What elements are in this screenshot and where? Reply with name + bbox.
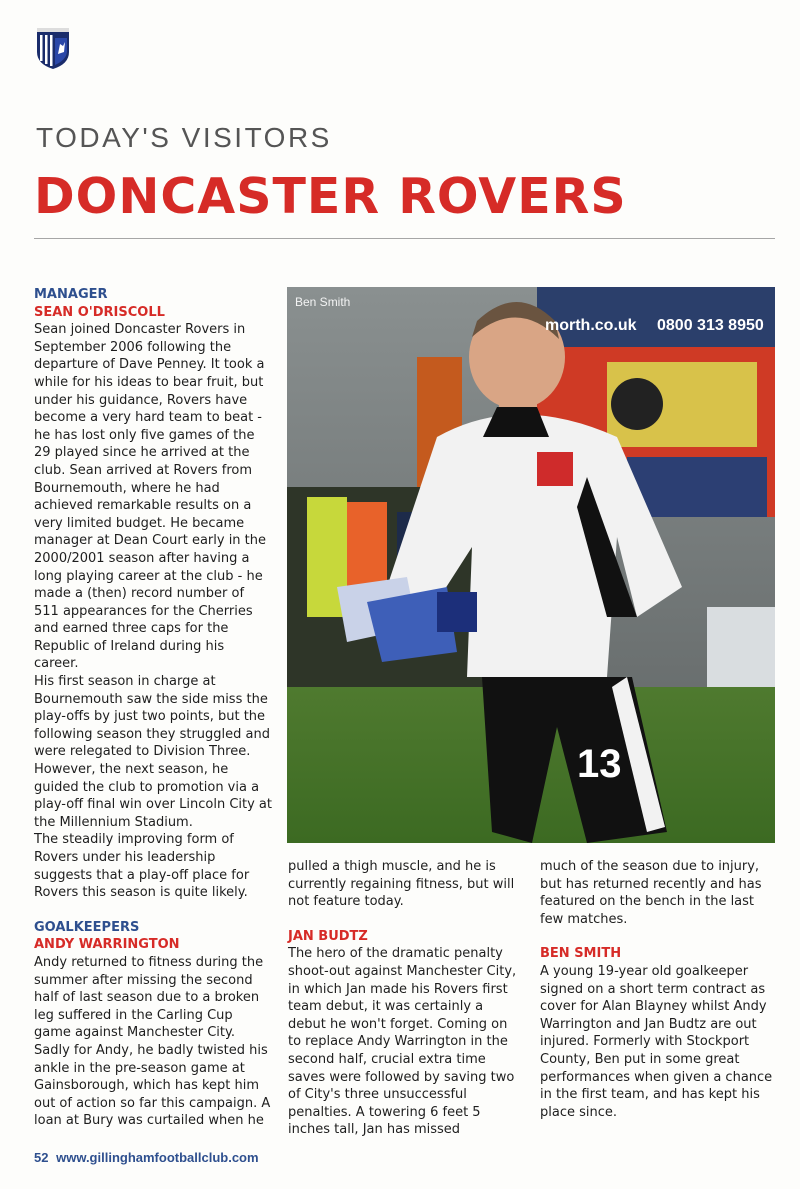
player-name-budtz: JAN BUDTZ <box>288 928 368 944</box>
club-crest-icon <box>36 28 70 70</box>
manager-paragraph-1: Sean joined Doncaster Rovers in September 2006 following the departure of Dave Penney. It took a while for his ideas to bear fruit, but under his guidance, Rovers have become a very hard team to beat - he has lost only five games of the 29 played since he arrived at the club. Sean arrived at Rovers from Bournemouth, where he had achieved remarkable results on a very limited budget. He became manager at Dean Court early in the 2000/2001 season after having a long playing career at the club - he made a (then) record number of 511 appearances for the Cherries and earned three caps for the Republic of Ireland during his career. <box>34 322 267 672</box>
website-link[interactable]: www.gillinghamfootballclub.com <box>56 1150 259 1165</box>
warrington-paragraph-2: pulled a thigh muscle, and he is currently regaining fitness, but will not feature today. <box>288 859 515 910</box>
manager-name: SEAN O'DRISCOLL <box>34 304 165 320</box>
page-title: DONCASTER ROVERS <box>34 168 627 225</box>
section-heading-manager: MANAGER <box>34 287 108 302</box>
manager-paragraph-3: The steadily improving form of Rovers under his leadership suggests that a play-off place for Rovers this season is quite likely. <box>34 832 250 901</box>
article-column-2 <box>288 858 524 1139</box>
ad-board-text-2: 0800 313 8950 <box>657 317 764 334</box>
photo-credit: Ben Smith <box>295 295 351 309</box>
page-number: 52 <box>34 1150 49 1165</box>
shirt-number: 13 <box>577 742 622 786</box>
player-name-smith: BEN SMITH <box>540 946 622 962</box>
ad-board-text-1: morth.co.uk <box>545 317 637 334</box>
page-kicker: TODAY'S VISITORS <box>36 122 332 153</box>
article-column-1 <box>34 286 272 1130</box>
page-footer <box>34 1150 259 1165</box>
warrington-paragraph-1: Andy returned to fitness during the summer after missing the second half of last season due to a broken leg suffered in the Carling Cup game against Manchester City. Sadly for Andy, he badly twisted his ankle in the pre-season game at Gainsborough, which has kept him out of action so far this campaign. A loan at Bury was curtailed when he <box>34 954 271 1129</box>
player-name-warrington: ANDY WARRINGTON <box>34 937 180 953</box>
goalkeeper-photo <box>287 287 775 843</box>
article-column-3 <box>540 858 776 1121</box>
section-heading-goalkeepers: GOALKEEPERS <box>34 919 140 935</box>
budtz-paragraph-1: The hero of the dramatic penalty shoot-out against Manchester City, in which Jan made his Rovers first team debut, it was certainly a debut he won't forget. Coming on to replace Andy Warrington in the second half, crucial extra time saves were followed by saving two of City's three unsuccessful penalties. A towering 6 feet 5 inches tall, Jan has missed <box>288 946 517 1138</box>
smith-paragraph-1: A young 19-year old goalkeeper signed on a short term contract as cover for Alan Blayney whilst Andy Warrington and Jan Budtz are out injured. Formerly with Stockport County, Ben put in some great performances when given a chance in the first team, and has kept his place since. <box>540 963 773 1120</box>
manager-paragraph-2: His first season in charge at Bournemouth saw the side miss the play-offs by just two points, but the following season they struggled and were relegated to Division Three. However, the next season, he guided the club to promotion via a play-off final win over Lincoln City at the Millennium Stadium. <box>34 674 272 830</box>
budtz-paragraph-2: much of the season due to injury, but has returned recently and has featured on the bench in the last few matches. <box>540 859 762 927</box>
header-divider <box>34 238 775 239</box>
